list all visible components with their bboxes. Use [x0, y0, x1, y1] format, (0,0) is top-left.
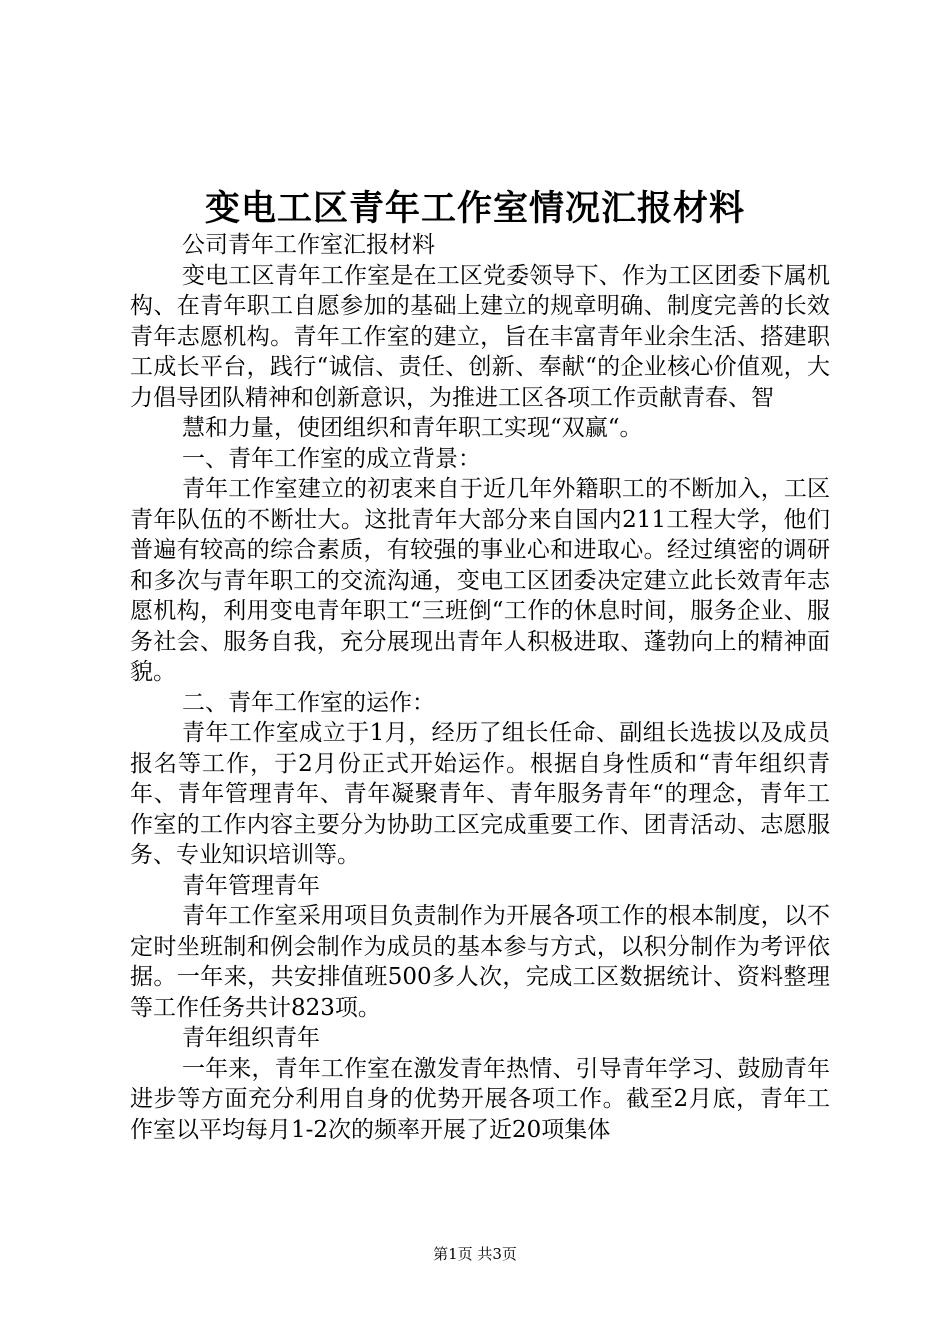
paragraph-operation: 青年工作室成立于1月，经历了组长任命、副组长选拔以及成员报名等工作，于2月份正式开始运作。根据自身性质和“青年组织青年、青年管理青年、青年凝聚青年、青年服务青年“的理念，青年工作室的工作内容主要分为协助工区完成重要工作、团青活动、志愿服务、专业知识培训等。: [130, 720, 830, 868]
paragraph-intro-continued: 慧和力量，使团组织和青年职工实现“双赢“。: [182, 415, 643, 441]
paragraph-youth-manage-youth: 青年工作室采用项目负责制作为开展各项工作的根本制度，以不定时坐班制和例会制作为成员的基本参与方式，以积分制作为考评依据。一年来，共安排值班500多人次，完成工区数据统计、资料整理等工作任务共计823项。: [130, 903, 830, 1021]
paragraph-subtitle: 公司青年工作室汇报材料: [182, 232, 435, 258]
page-footer: 第1页 共3页: [433, 1245, 517, 1263]
document-title: 变电工区青年工作室情况汇报材料: [204, 188, 745, 229]
section-heading-background: 一、青年工作室的成立背景：: [182, 445, 481, 472]
subheading-youth-organize-youth: 青年组织青年: [182, 1025, 320, 1051]
document-body: [130, 230, 830, 1145]
paragraph-intro: 变电工区青年工作室是在工区党委领导下、作为工区团委下属机构、在青年职工自愿参加的基础上建立的规章明确、制度完善的长效青年志愿机构。青年工作室的建立，旨在丰富青年业余生活、搭建职工成长平台，践行“诚信、责任、创新、奉献“的企业核心价值观，大力倡导团队精神和创新意识，为推进工区各项工作贡献青春、智: [130, 262, 830, 411]
section-heading-operation: 二、青年工作室的运作：: [182, 689, 435, 716]
paragraph-youth-organize-youth: 一年来，青年工作室在激发青年热情、引导青年学习、鼓励青年进步等方面充分利用自身的优势开展各项工作。截至2月底，青年工作室以平均每月1-2次的频率开展了近20项集体: [130, 1055, 830, 1143]
subheading-youth-manage-youth: 青年管理青年: [182, 872, 320, 899]
paragraph-background: 青年工作室建立的初衷来自于近几年外籍职工的不断加入，工区青年队伍的不断壮大。这批青年大部分来自国内211工程大学，他们普遍有较高的综合素质，有较强的事业心和进取心。经过缜密的调研和多次与青年职工的交流沟通，变电工区团委决定建立此长效青年志愿机构，利用变电青年职工“三班倒“工作的休息时间，服务企业、服务社会、服务自我，充分展现出青年人积极进取、蓬勃向上的精神面貌。: [130, 476, 830, 685]
